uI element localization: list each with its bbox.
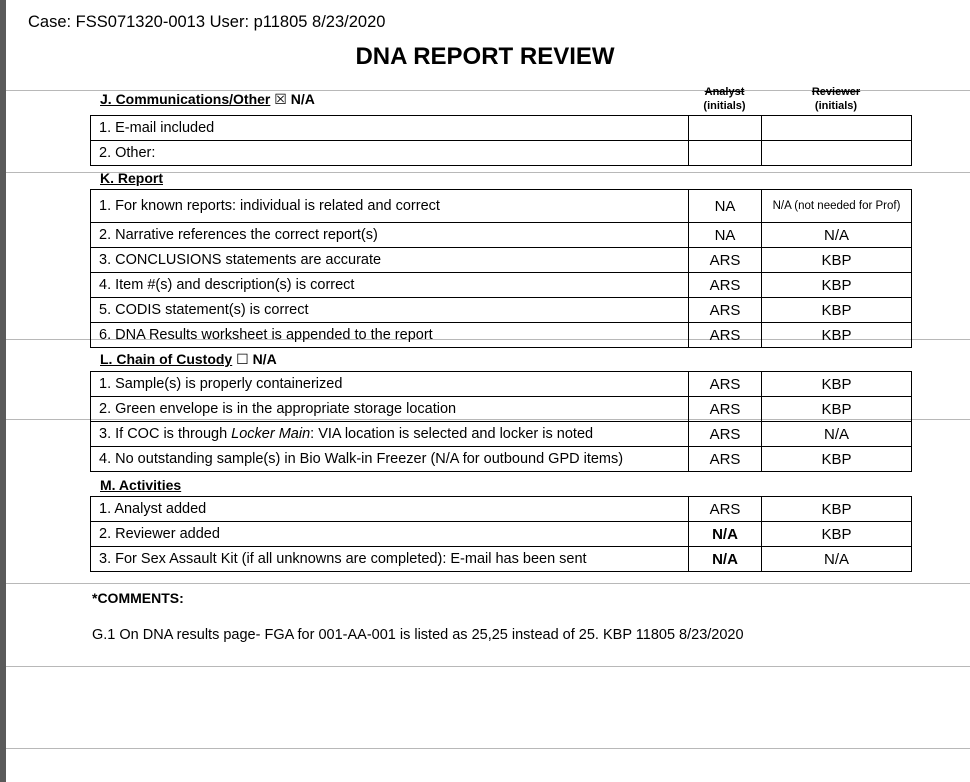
analyst-cell: ARS <box>689 248 762 273</box>
checked-box-icon: ☒ <box>274 91 287 107</box>
row-label: 3. CONCLUSIONS statements are accurate <box>91 248 689 273</box>
row-label: 4. Item #(s) and description(s) is correct <box>91 273 689 298</box>
row-label: 1. E-mail included <box>91 116 689 141</box>
row-label: 1. For known reports: individual is related and correct <box>91 190 689 223</box>
row-label-pre: 3. If COC is through <box>99 426 232 442</box>
table-row <box>91 372 912 397</box>
reviewer-cell: KBP <box>762 497 912 522</box>
row-label <box>91 422 689 447</box>
section-k-table <box>90 189 912 348</box>
analyst-cell: N/A <box>689 522 762 547</box>
section-j-heading <box>100 91 315 108</box>
section-m-table <box>90 496 912 572</box>
table-row <box>91 141 912 166</box>
analyst-cell: NA <box>689 223 762 248</box>
page-rule <box>6 583 970 584</box>
row-label-post: : VIA location is selected and locker is noted <box>310 426 594 442</box>
table-row <box>91 547 912 572</box>
section-j-title: J. Communications/Other <box>100 91 271 107</box>
reviewer-cell: KBP <box>762 447 912 472</box>
reviewer-cell: KBP <box>762 522 912 547</box>
section-l-title: L. Chain of Custody <box>100 351 233 367</box>
row-label: 3. For Sex Assault Kit (if all unknowns are completed): E-mail has been sent <box>91 547 689 572</box>
row-label-emphasis: Locker Main <box>231 426 311 442</box>
row-label: 2. Other: <box>91 141 689 166</box>
reviewer-column-header <box>761 85 911 113</box>
analyst-cell: ARS <box>689 372 762 397</box>
page-rule <box>6 748 970 749</box>
left-window-edge <box>0 0 6 782</box>
reviewer-cell: N/A (not needed for Prof) <box>762 190 912 223</box>
table-row <box>91 422 912 447</box>
reviewer-cell: KBP <box>762 273 912 298</box>
reviewer-header-line2: (initials) <box>814 100 858 112</box>
reviewer-cell: KBP <box>762 397 912 422</box>
analyst-column-header <box>688 85 761 113</box>
table-row <box>91 273 912 298</box>
section-j-na: N/A <box>290 91 315 107</box>
reviewer-cell <box>762 116 912 141</box>
reviewer-cell: KBP <box>762 298 912 323</box>
analyst-cell: ARS <box>689 298 762 323</box>
reviewer-cell: KBP <box>762 323 912 348</box>
section-m-heading <box>100 477 181 493</box>
reviewer-cell: KBP <box>762 248 912 273</box>
row-label: 2. Green envelope is in the appropriate storage location <box>91 397 689 422</box>
analyst-cell <box>689 116 762 141</box>
table-row <box>91 248 912 273</box>
page-rule <box>6 666 970 667</box>
analyst-cell: ARS <box>689 422 762 447</box>
row-label: 1. Sample(s) is properly containerized <box>91 372 689 397</box>
comments-label: *COMMENTS: <box>92 590 184 606</box>
unchecked-box-icon: ☐ <box>236 351 249 367</box>
table-row <box>91 223 912 248</box>
reviewer-cell: N/A <box>762 422 912 447</box>
row-label: 2. Narrative references the correct report(s) <box>91 223 689 248</box>
reviewer-cell <box>762 141 912 166</box>
section-k-title: K. Report <box>100 170 163 186</box>
section-j-table <box>90 115 912 166</box>
analyst-cell: ARS <box>689 273 762 298</box>
analyst-header-line1: Analyst <box>704 86 745 98</box>
table-row <box>91 397 912 422</box>
table-row <box>91 116 912 141</box>
analyst-cell: NA <box>689 190 762 223</box>
table-row <box>91 323 912 348</box>
analyst-cell: ARS <box>689 397 762 422</box>
reviewer-header-line1: Reviewer <box>811 86 861 98</box>
section-l-heading <box>100 351 277 368</box>
table-row <box>91 298 912 323</box>
row-label: 4. No outstanding sample(s) in Bio Walk-in Freezer (N/A for outbound GPD items) <box>91 447 689 472</box>
section-l-table <box>90 371 912 472</box>
page-title: DNA REPORT REVIEW <box>355 43 615 70</box>
comments-text: G.1 On DNA results page- FGA for 001-AA-001 is listed as 25,25 instead of 25. KBP 11805 8/23/2020 <box>92 627 744 643</box>
row-label: 5. CODIS statement(s) is correct <box>91 298 689 323</box>
section-m-title: M. Activities <box>100 477 182 493</box>
row-label: 2. Reviewer added <box>91 522 689 547</box>
analyst-cell <box>689 141 762 166</box>
analyst-cell: ARS <box>689 323 762 348</box>
analyst-cell: N/A <box>689 547 762 572</box>
case-info: Case: FSS071320-0013 User: p11805 8/23/2020 <box>28 13 386 31</box>
table-row <box>91 522 912 547</box>
section-l-na: N/A <box>252 351 277 367</box>
reviewer-cell: N/A <box>762 223 912 248</box>
row-label: 6. DNA Results worksheet is appended to the report <box>91 323 689 348</box>
section-k-heading <box>100 170 163 186</box>
row-label: 1. Analyst added <box>91 497 689 522</box>
table-row <box>91 447 912 472</box>
analyst-cell: ARS <box>689 447 762 472</box>
reviewer-cell: KBP <box>762 372 912 397</box>
analyst-header-line2: (initials) <box>703 100 746 112</box>
analyst-cell: ARS <box>689 497 762 522</box>
table-row <box>91 497 912 522</box>
reviewer-cell: N/A <box>762 547 912 572</box>
table-row <box>91 190 912 223</box>
